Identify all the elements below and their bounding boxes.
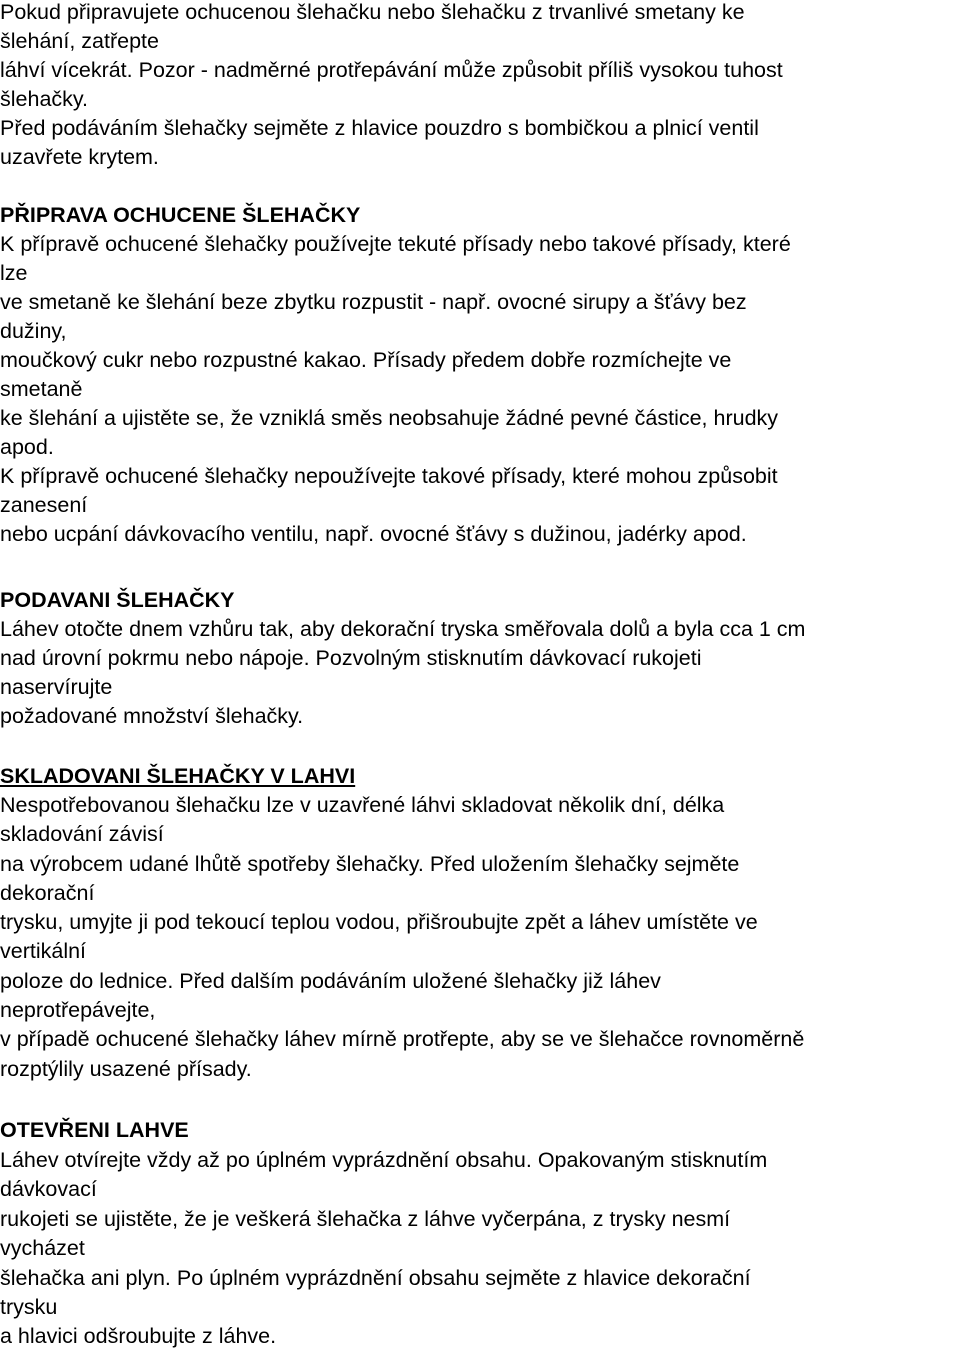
- skladovani-line: poloze do lednice. Před dalším podáváním uložené šlehačky již láhev: [0, 969, 661, 993]
- skladovani-line: Nespotřebovanou šlehačku lze v uzavřené láhvi skladovat několik dní, délka: [0, 793, 725, 817]
- otevreni-line: trysku: [0, 1295, 58, 1319]
- otevreni-line: vycházet: [0, 1236, 85, 1260]
- intro-line: láhví vícekrát. Pozor - nadměrné protřepávání může způsobit příliš vysokou tuhost: [0, 58, 783, 82]
- priprava-line: nebo ucpání dávkovacího ventilu, např. ovocné šťávy s dužinou, jadérky apod.: [0, 522, 747, 546]
- priprava-line: K přípravě ochucené šlehačky používejte tekuté přísady nebo takové přísady, které: [0, 232, 791, 256]
- intro-line: šlehačky.: [0, 87, 89, 111]
- priprava-line: ke šlehání a ujistěte se, že vzniklá směs neobsahuje žádné pevné částice, hrudky: [0, 406, 779, 430]
- skladovani-line: na výrobcem udané lhůtě spotřeby šlehačky. Před uložením šlehačky sejměte: [0, 852, 740, 876]
- priprava-line: apod.: [0, 435, 54, 459]
- skladovani-line: v případě ochucené šlehačky láhev mírně protřepte, aby se ve šlehačce rovnoměrně: [0, 1027, 805, 1051]
- skladovani-line: vertikální: [0, 939, 87, 963]
- otevreni-line: Láhev otvírejte vždy až po úplném vyprázdnění obsahu. Opakovaným stisknutím: [0, 1148, 768, 1172]
- skladovani-line: rozptýlily usazené přísady.: [0, 1057, 252, 1081]
- skladovani-line: neprotřepávejte,: [0, 998, 156, 1022]
- intro-line: Před podáváním šlehačky sejměte z hlavice pouzdro s bombičkou a plnicí ventil: [0, 116, 759, 140]
- section-heading-otevreni: OTEVŘENI LAHVE: [0, 1118, 189, 1142]
- priprava-line: moučkový cukr nebo rozpustné kakao. Přísady předem dobře rozmíchejte ve: [0, 348, 732, 372]
- priprava-line: dužiny,: [0, 319, 67, 343]
- section-heading-podavani: PODAVANI ŠLEHAČKY: [0, 588, 235, 612]
- skladovani-line: dekorační: [0, 881, 95, 905]
- otevreni-line: šlehačka ani plyn. Po úplném vyprázdnění obsahu sejměte z hlavice dekorační: [0, 1266, 751, 1290]
- otevreni-line: a hlavici odšroubujte z láhve.: [0, 1324, 277, 1348]
- priprava-line: lze: [0, 261, 28, 285]
- skladovani-line: trysku, umyjte ji pod tekoucí teplou vodou, přišroubujte zpět a láhev umístěte ve: [0, 910, 758, 934]
- skladovani-line: skladování závisí: [0, 822, 164, 846]
- podavani-line: naservírujte: [0, 675, 113, 699]
- podavani-line: nad úrovní pokrmu nebo nápoje. Pozvolným stisknutím dávkovací rukojeti: [0, 646, 702, 670]
- priprava-line: zanesení: [0, 493, 88, 517]
- section-heading-priprava: PŘIPRAVA OCHUCENE ŠLEHAČKY: [0, 203, 361, 227]
- otevreni-line: dávkovací: [0, 1177, 97, 1201]
- podavani-line: požadované množství šlehačky.: [0, 704, 304, 728]
- podavani-line: Láhev otočte dnem vzhůru tak, aby dekorační tryska směřovala dolů a byla cca 1 cm: [0, 617, 806, 641]
- intro-line: Pokud připravujete ochucenou šlehačku nebo šlehačku z trvanlivé smetany ke: [0, 0, 745, 24]
- intro-line: šlehání, zatřepte: [0, 29, 159, 53]
- priprava-line: K přípravě ochucené šlehačky nepoužívejte takové přísady, které mohou způsobit: [0, 464, 778, 488]
- otevreni-line: rukojeti se ujistěte, že je veškerá šlehačka z láhve vyčerpána, z trysky nesmí: [0, 1207, 731, 1231]
- intro-line: uzavřete krytem.: [0, 145, 159, 169]
- section-heading-skladovani: SKLADOVANI ŠLEHAČKY V LAHVI: [0, 764, 356, 788]
- priprava-line: ve smetaně ke šlehání beze zbytku rozpustit - např. ovocné sirupy a šťávy bez: [0, 290, 747, 314]
- priprava-line: smetaně: [0, 377, 83, 401]
